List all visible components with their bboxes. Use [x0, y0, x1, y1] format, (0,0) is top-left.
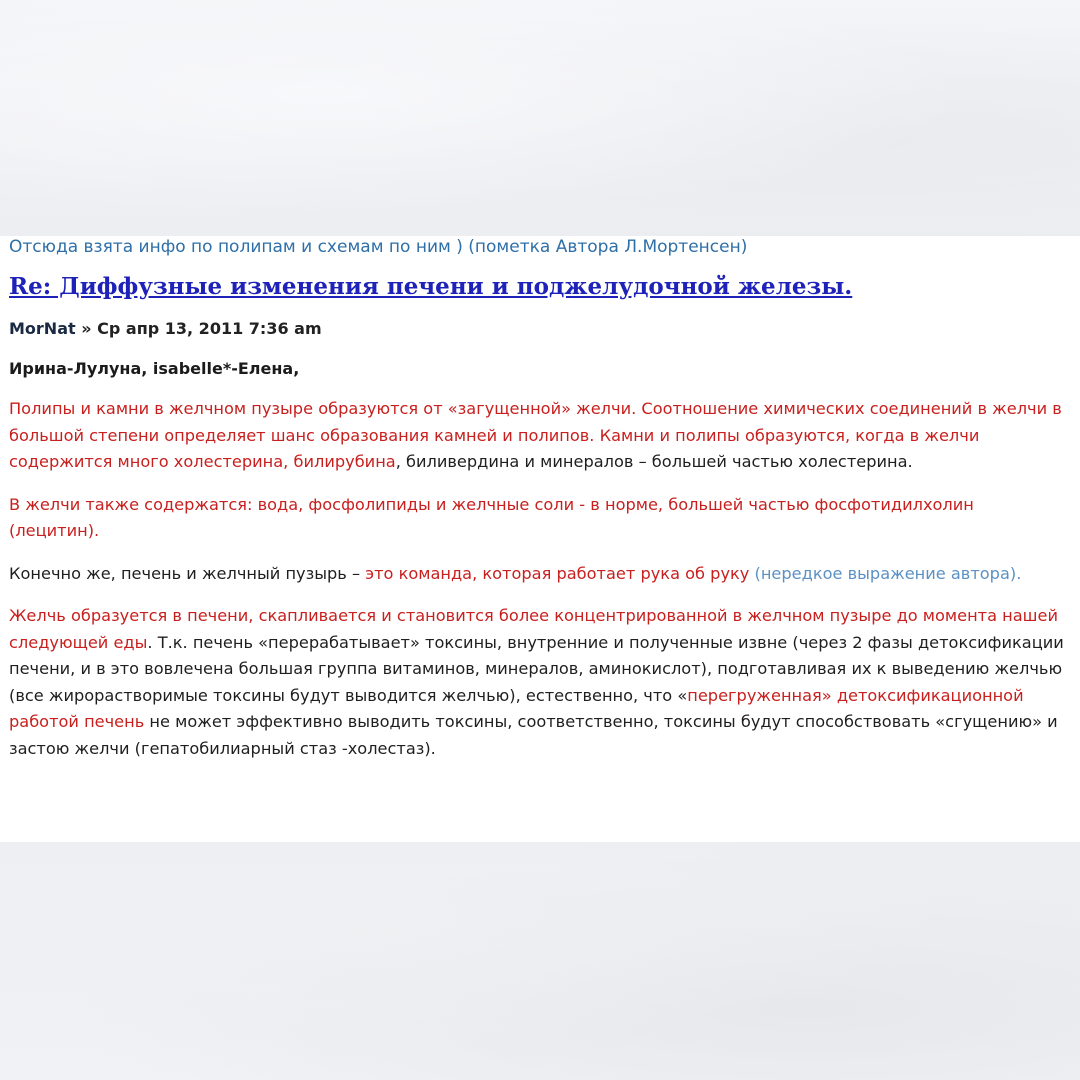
paragraph-polyps	[9, 396, 1064, 476]
paragraph-team-aside: (нередкое выражение автора)	[749, 563, 1017, 583]
post-author[interactable]: MorNat	[9, 319, 76, 338]
post-date: Ср апр 13, 2011 7:36 am	[97, 319, 322, 338]
post-greeting: Ирина-Лулуна, isabelle*-Елена,	[9, 359, 300, 378]
blurred-background-top	[0, 0, 1080, 236]
paragraph-bile-formation	[9, 603, 1064, 762]
paragraph-bile-formation-highlight: Желчь образуется в печени, скапливается и становится более концентрированной в желчном пузыре до момента нашей следующей еды	[9, 606, 1058, 652]
paragraph-bile-formation-body: . Т.к. печень «перерабатывает» токсины, внутренние и полученные извне (через 2 фазы детоксификации печени, и в это вовлечена большая группа витаминов, минералов, аминокислот), подготавливая их к выведению желчью (все жирорастворимые токсины будут выводится желчью), естественно, что «	[9, 632, 1064, 705]
paragraph-polyps-rest: , биливердина и минералов – большей частью холестерина.	[395, 452, 913, 471]
topic-title-link[interactable]: Re: Диффузные изменения печени и поджелудочной железы.	[9, 273, 853, 300]
forum-post-screenshot	[0, 236, 1080, 842]
source-note: Отсюда взята инфо по полипам и схемам по ним ) (пометка Автора Л.Мортенсен)	[9, 237, 748, 257]
paragraph-team-intro: Конечно же, печень и желчный пузырь –	[9, 563, 366, 583]
paragraph-bile-contents-text: В желчи также содержатся: вода, фосфолипиды и желчные соли - в норме, большей частью фосфотидилхолин (лецитин).	[9, 494, 974, 540]
paragraph-team-end: .	[1016, 563, 1022, 583]
paragraph-bile-contents	[9, 492, 1064, 545]
paragraph-polyps-highlight: Полипы и камни в желчном пузыре образуются от «загущенной» желчи. Соотношение химических соединений в желчи в большой степени определяет шанс образования камней и полипов. Камни и полипы образуются, когда в желчи содержится много холестерина, билирубина	[9, 399, 1062, 471]
paragraph-bile-formation-end: не может эффективно выводить токсины, соответственно, токсины будут способствовать «сгущению» и застою желчи (гепатобилиарный стаз -холестаз).	[9, 712, 1058, 758]
paragraph-team-highlight: это команда, которая работает рука об руку	[365, 563, 750, 583]
byline-separator: »	[75, 319, 98, 338]
blurred-background-bottom	[0, 842, 1080, 1080]
paragraph-team	[9, 561, 1064, 588]
paragraph-bile-formation-highlight-2: перегруженная» детоксификационной работой печень	[9, 685, 1024, 731]
post-byline	[9, 318, 1064, 340]
